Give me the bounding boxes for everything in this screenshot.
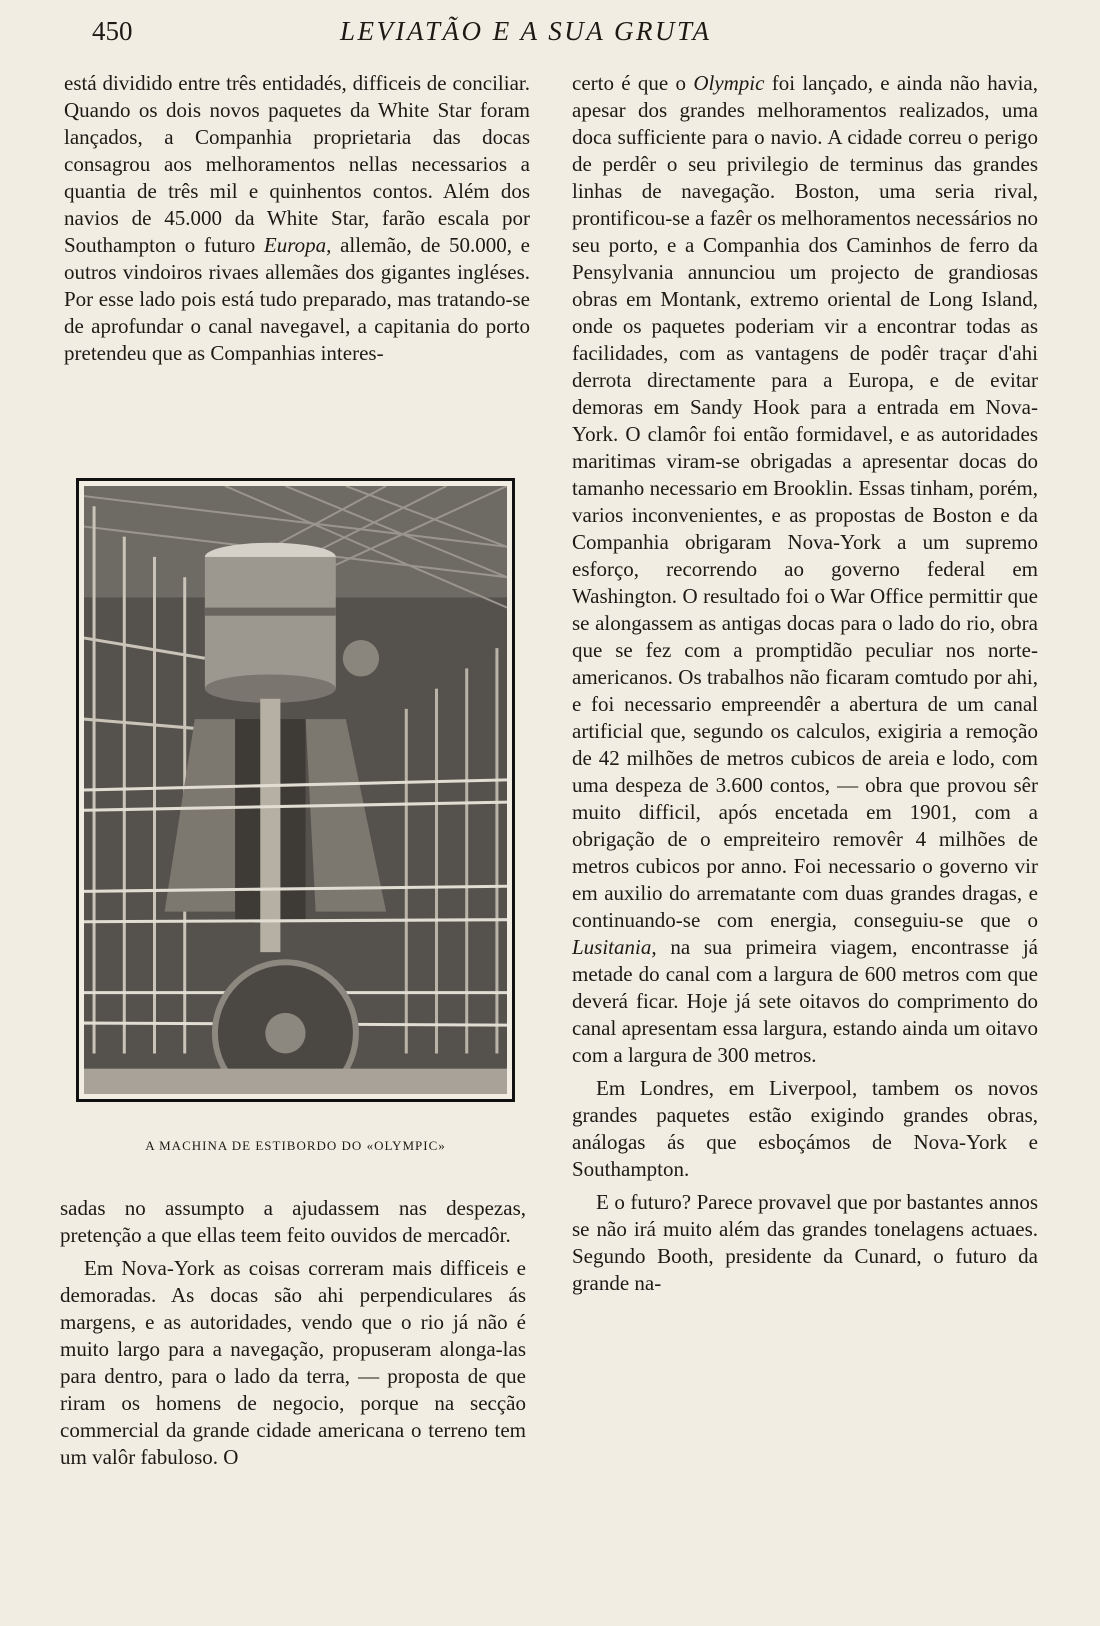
figure-caption: A MACHINA DE ESTIBORDO DO «OLYMPIC»: [145, 1138, 446, 1153]
paragraph: Em Nova-York as coisas correram mais difficeis e demoradas. As docas são ahi perpendiculares ás margens, e as autoridades, vendo que o rio já não é muito largo para a navegação, propuseram alonga-las para dentro, para o lado da terra, — proposta de que riram os homens de negocio, porque na secção commercial da grande cidade americana o terreno tem um valôr fabuloso. O: [60, 1256, 526, 1469]
engine-photograph: [76, 478, 515, 1102]
engine-illustration: [84, 486, 507, 1094]
paragraph: sadas no assumpto a ajudassem nas despezas, pretenção a que ellas teem feito ouvidos de mercadôr.: [60, 1196, 526, 1247]
page-number: 450: [92, 16, 133, 46]
page-header: [0, 14, 1100, 54]
paragraph: E o futuro? Parece provavel que por bastantes annos se não irá muito além das grandes tonelagens actuaes. Segundo Booth, presidente da Cunard, o futuro da grande na-: [572, 1190, 1038, 1295]
paragraph: Em Londres, em Liverpool, tambem os novos grandes paquetes estão exigindo grandes obras, análogas ás que esboçámos de Nova-York e Southampton.: [572, 1076, 1038, 1181]
right-column: [572, 70, 1038, 1297]
left-column-top: [64, 70, 530, 367]
paragraph: está dividido entre três entidadés, difficeis de conciliar. Quando os dois novos paquetes da White Star foram lançados, a Companhia proprietaria das docas consagrou aos melhoramentos nellas necessarios a quantia de três mil e quinhentos contos. Além dos navios de 45.000 da White Star, farão escala por Southampton o futuro Europa, allemão, de 50.000, e outros vindoiros rivaes allemães dos gigantes ingléses. Por esse lado pois está tudo preparado, mas tratando-se de aprofundar o canal navegavel, a capitania do porto pretendeu que as Companhias interes-: [64, 71, 531, 365]
engine-photo-image: [84, 486, 507, 1094]
left-column-bottom: [60, 1195, 526, 1471]
paragraph: certo é que o Olympic foi lançado, e ainda não havia, apesar dos grandes melhoramentos realizados, uma doca sufficiente para o navio. A cidade correu o perigo de perdêr o seu privilegio de terminus das grandes linhas de navegação. Boston, uma seria rival, prontificou-se a fazêr os melhoramentos necessários no seu porto, e a Companhia dos Caminhos de ferro da Pensylvania annunciou um projecto de grandiosas obras em Montank, extremo oriental de Long Island, onde os paquetes poderiam vir a encontrar todas as facilidades, com as vantagens de podêr traçar d'ahi derrota directamente para a Europa, e de evitar demoras em Sandy Hook para a entrada em Nova-York. O clamôr foi então formidavel, e as autoridades maritimas viram-se obrigadas a apresentar docas do tamanho necessario em Brooklin. Essas tinham, porém, varios inconvenientes, e as propostas de Boston e da Companhia obrigaram Nova-York a um supremo esforço, recorrendo ao governo federal em Washington. O resultado foi o War Office permittir que se alongassem as antigas docas para o lado do rio, obra que se fez com a promptidão peculiar nos norte-americanos. Os trabalhos não ficaram comtudo por ahi, e foi necessario empreendêr a abertura de um canal artificial que, segundo os calculos, exigiria a remoção de 42 milhões de metros cubicos de areia e lodo, com uma despeza de 3.600 contos, — obra que provou sêr muito difficil, após encetada em 1901, com a obrigação de o empreiteiro removêr 4 milhões de metros cubicos por anno. Foi necessario o governo vir em auxilio do arrematante com duas grandes dragas, e continuando-se com energia, conseguiu-se que o Lusitania, na sua primeira viagem, encontrasse já metade do canal com a largura de 600 metros com que deverá ficar. Hoje já sete oitavos do comprimento do canal apresentam essa largura, estando ainda um oitavo com a largura de 300 metros.: [572, 71, 1038, 1067]
running-title: LEVIATÃO E A SUA GRUTA: [340, 16, 712, 46]
